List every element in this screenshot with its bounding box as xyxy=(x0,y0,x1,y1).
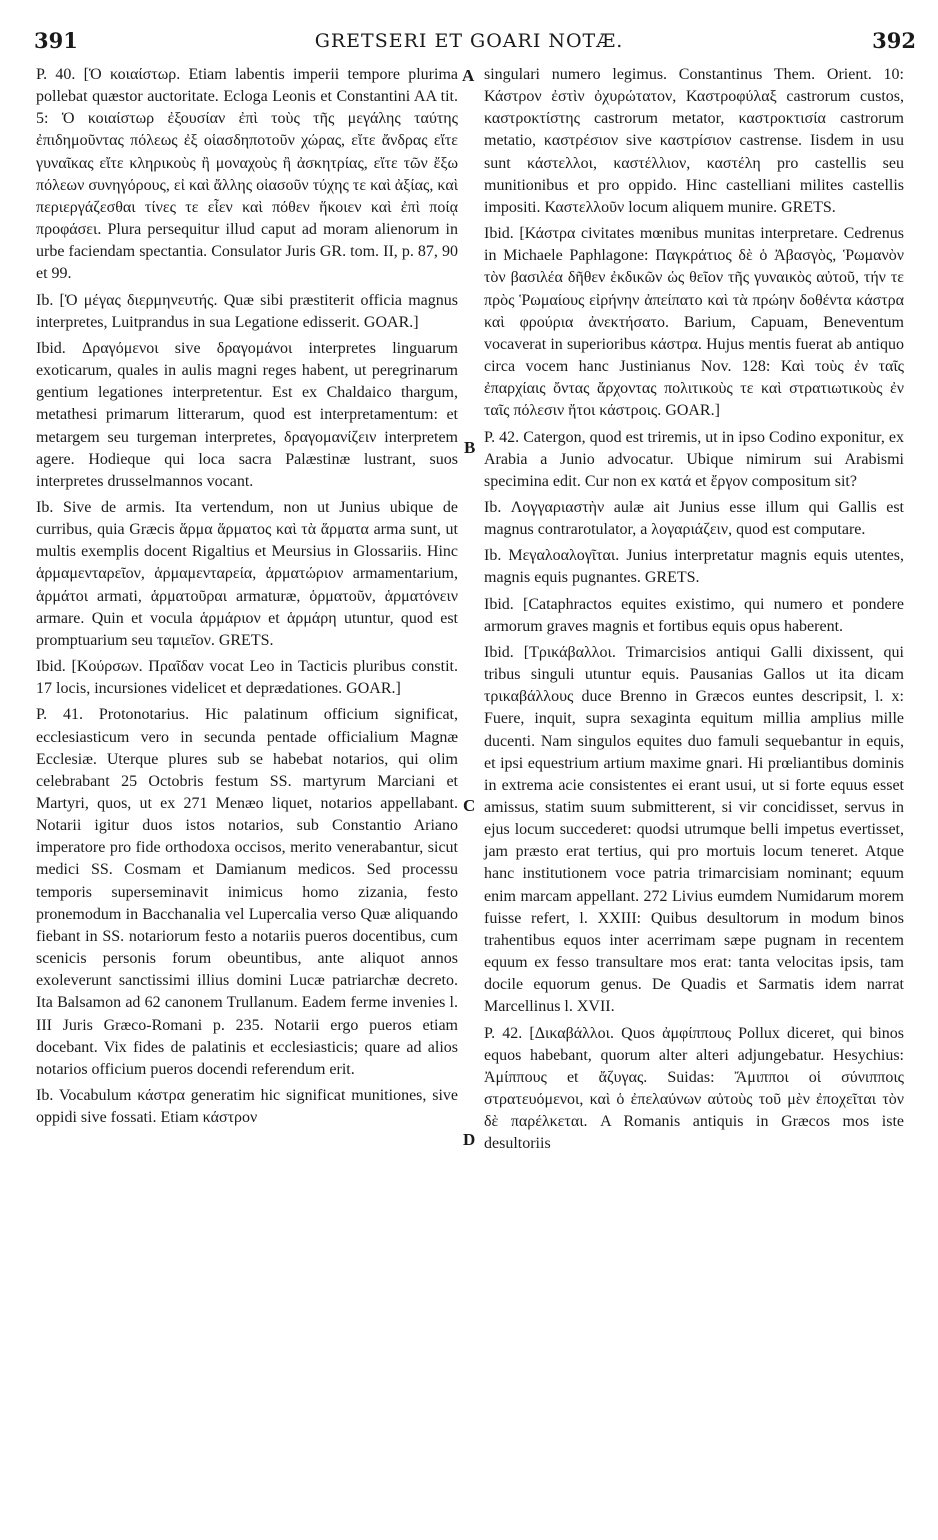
margin-letter-c: C xyxy=(463,796,476,815)
running-header xyxy=(22,28,916,58)
note-paragraph: Ibid. [Κούρσων. Πραῖδαν vocat Leo in Tacticis pluribus constit. 17 locis, incursiones videlicet et deprædationes. GOAR.] xyxy=(36,658,458,698)
note-paragraph: P. 41. Protonotarius. Hic palatinum officium significat, ecclesiasticum vero in secunda pentade officialium Magnæ Ecclesiæ. Uterque plures sub se habebat notarios, qui olim celebrabant 25 Octobris festum SS. martyrum Marciani et Martyri, quos, ut ex 271 Menæo liquet, notarios appellabant. Notarii igitur duos istos notarios, sub Constantio Ariano imperatore pro fide orthodoxa occisos, merito venerabantur, sicut medici SS. Cosmam et Damianum medicos. Sed processu temporis superseminavit inimicus homo zizania, festo pronemodum in Bacchanalia vel Lupercalia verso Quæ aliquando fiebant in SS. notariorum festo a notariis pueros docentibus, cum scenicis personis forum obeuntibus, ante aliquot annos exoleverunt sanctissimi illius domini Lucæ patriarchæ decreto. Ita Balsamon ad 62 canonem Trullanum. Eadem ferme invenies l. III Juris Græco-Romani p. 235. Notarii ergo pueros etiam docebant. Vix fides de palatinis et ecclesiasticis; quare ad alios notarios officium pueros docendi referendum erit. xyxy=(36,706,458,1078)
note-paragraph: singulari numero legimus. Constantinus Them. Orient. 10: Κάστρον ἐστὶν ὀχυρώτατον, Καστροφύλαξ castrorum custos, καστροκτίστης castrorum metator, καστροκτισία castrorum metatio, καστρέσιον sive καστρίσιον castrense. Iisdem in usu sunt κάστελλοι, καστέλλιον, καστέλη pro castellis seu munitionibus et pro oppido. Hinc castelliani milites castellis impositi. Καστελλοῦν locum aliquem munire. GRETS. xyxy=(484,66,904,216)
note-paragraph: P. 40. [Ὁ κοιαίστωρ. Etiam labentis imperii tempore plurima pollebat quæstor auctoritate. Ecloga Leonis et Constantini AA tit. 5: Ὁ κοιαίστωρ ἐξουσίαν ἐπὶ τοὺς τῆς μεγάλης ταύτης ἐπιδημοῦντας πόλεως ἐξ οἱασδηποτοῦν χώρας, εἴτε ἄνδρας εἴτε γυναῖκας εἴτε κληρικοὺς ἢ μοναχοὺς ἢ ἀσκητρίας, εἴτε τῶν ἔξω πόλεων συνηγόρους, εἰ καὶ ἄλλης οἱασοῦν τύχης τε καὶ ἀξίας, καὶ περιεργάζεσθαι τίνες τε εἶεν καὶ πόθεν ἥκοιεν καὶ ἐπὶ ποίᾳ προφάσει. Plura persequitur illud caput ad moram alienorum in urbe faciendam spectantia. Consulator Juris GR. tom. II, p. 87, 90 et 99. xyxy=(36,66,458,283)
note-paragraph: P. 42. [Δικαβάλλοι. Quos ἀμφίππους Pollux diceret, qui binos equos habebant, quorum alter alteri adjungebatur. Hesychius: Ἀμίππους et ἄζυγας. Suidas: Ἄμιπποι οἱ σύνιπποις στρατευόμενοι, καὶ ὁ ἐπελαύνων αὐτοὺς τοῦ μὲν ἐποχεῖται τὸν δὲ παρέλκεται. A Romanis antiquis in Græcos mos iste desultoriis xyxy=(484,1024,904,1153)
page-number-right: 392 xyxy=(872,28,916,53)
page-number-left: 391 xyxy=(34,28,78,53)
note-paragraph: Ib. Μεγαλοαλογῖται. Junius interpretatur magnis equis utentes, magnis equis pugnantes. GRETS. xyxy=(484,547,904,587)
note-paragraph: Ibid. [Cataphractos equites existimo, qui numero et pondere armorum graves magnis et fortibus equis opus haberent. xyxy=(484,595,904,635)
right-column xyxy=(484,64,904,1160)
running-title: GRETSERI ET GOARI NOTÆ. xyxy=(314,30,624,52)
margin-letter-b: B xyxy=(464,438,476,457)
note-paragraph: Ib. Λογγαριαστὴν aulæ ait Junius esse illum qui Gallis est magnus contrarotulator, a λογαριάζειν, quod est computare. xyxy=(484,498,904,539)
note-paragraph: Ibid. [Κάστρα civitates mœnibus munitas interpretare. Cedrenus in Michaele Paphlagone: Παγκράτιος δὲ ὁ Ἀβασγὸς, Ῥωμανὸν τὸν βασιλέα δῆθεν ἐκδικῶν ὡς θεῖον τῆς γυναικὸς αὐτοῦ, τήν τε πρὸς Ῥωμαίους εἰρήνην ἀπείπατο καὶ τὰ πρώην δοθέντα κάστρα καὶ φρούρια ἀνεκτήσατο. Barium, Capuam, Beneventum vocaverat in superioribus κάστρα. Hujus mentis fuerat ab antiquo circa vocem hanc Justinianus Nov. 128: Καὶ τοὺς ἐν ταῖς ἐπαρχίαις ὄντας ἄρχοντας πολιτικοὺς τε καὶ στρατιωτικοὺς ἐν ταῖς πόλεσιν ἤτοι κάστροις. GOAR.] xyxy=(484,225,904,420)
note-paragraph: Ib. Sive de armis. Ita vertendum, non ut Junius ubique de curribus, quia Græcis ἅρμα ἅρματος καὶ τὰ ἅρματα arma sunt, ut multis exemplis docent Rigaltius et Meursius in Glossariis. Hinc ἁρμαμενταρεῖον, ἁρμαμενταρεία, ἁρματώριον armamentarium, ἁρμάτοι armati, ἁρματοῦραι armaturæ, ὁρματοῦν, ἁρματόνειν armare. Quin et vocula ἁρμάριον et ἁρμάρη utuntur, quod est promptuarium seu ταμιεῖον. GRETS. xyxy=(36,498,458,649)
note-paragraph: Ibid. Δραγόμενοι sive δραγομάνοι interpretes linguarum exoticarum, quales in aulis magni reges habent, ut peregrinarum gentium legationes interpretentur. Est ex Chaldaico thargum, metathesi primarum litterarum, quod est interpretamentum: et metargem seu turgeman interpretes, δραγομανίζειν interpretem agere. Hodieque qui loca sacra Palæstinæ lustrant, suos interpretes drusselmannos vocant. xyxy=(36,339,458,490)
note-paragraph: P. 42. Catergon, quod est triremis, ut in ipso Codino exponitur, ex Arabia a Junio advocatur. Ubique nimirum sui Arabismi specimina edit. Cur non ex κατά et ἔργον compositum sit? xyxy=(484,428,904,490)
margin-letter-a: A xyxy=(462,66,475,85)
note-paragraph: Ib. Vocabulum κάστρα generatim hic significat munitiones, sive oppidi sive fossati. Etiam κάστρον xyxy=(36,1087,458,1127)
margin-letter-d: D xyxy=(463,1130,476,1149)
left-column xyxy=(36,64,458,1133)
note-paragraph: Ibid. [Τρικάβαλλοι. Trimarcisios antiqui Galli dixissent, qui tribus singuli utuntur equis. Pausanias Gallos ut ita dicam τρικαβάλλους duce Brenno in Græcos euntes descripsit, l. x: Fuere, inquit, supra sexaginta equitum millia amplius mille ducenti. Nam singulos equites duo famuli sequebantur in equis, et ipsi equestrium artium maxime gnari. Hi prœliantibus dominis in extrema acie consistentes ei erant usui, ut si forte equus esset amissus, statim suum submitterent, si vir concidisset, servus in ejus locum succederet: quodsi utrumque belli impetus evertisset, jam præsto erat tertius, qui pro mortuis locum teneret. Atque hanc institutionem voce patria trimarcisiam nominant; equum enim marcam appellant. 272 Livius eumdem Numidarum morem fuisse refert, l. XXIII: Quibus desultorum in modum binos trahentibus equos inter acerrimam sæpe pugnam in recentem equum ex fesso transultare mos erat: tanta velocitas ipsis, tam docile equorum genus. De Quadis et Sarmatis idem narrat Marcellinus l. XVII. xyxy=(484,643,904,1016)
note-paragraph: Ib. [Ὁ μέγας διερμηνευτής. Quæ sibi præstiterit officia magnus interpretes, Luitprandus in sua Legatione edisserit. GOAR.] xyxy=(36,291,458,331)
